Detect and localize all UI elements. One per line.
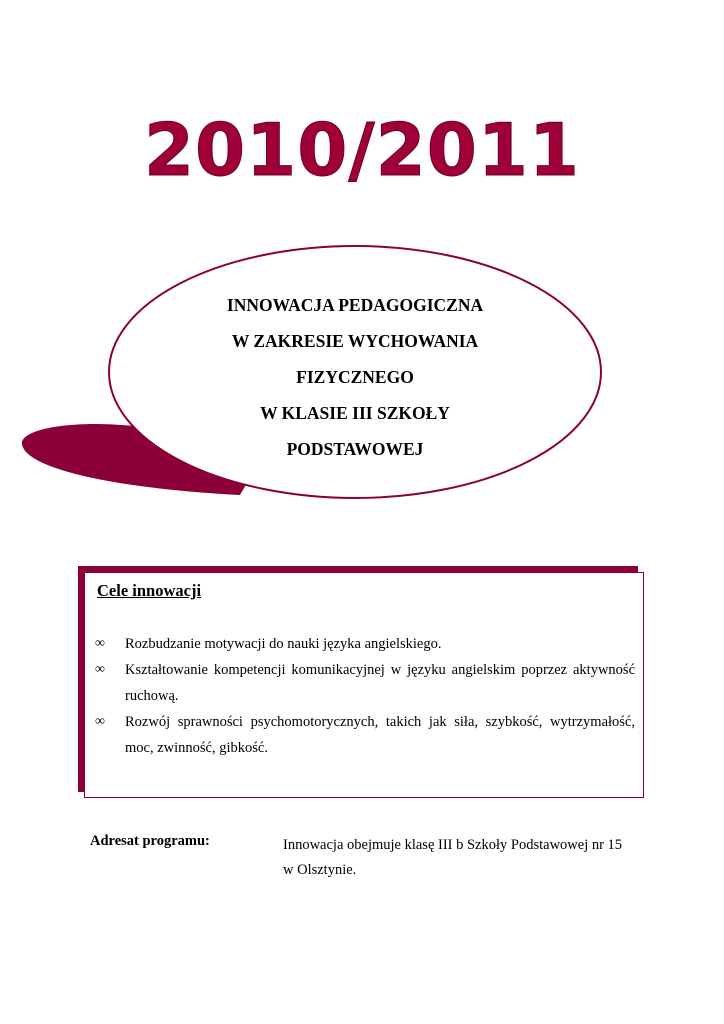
title-line: W KLASIE III SZKOŁY xyxy=(260,403,450,423)
school-year-heading: 2010/2011 xyxy=(143,108,581,192)
addressee-line: Innowacja obejmuje klasę III b Szkoły Podstawowej nr 15 xyxy=(283,837,623,853)
title-line: PODSTAWOWEJ xyxy=(286,439,424,459)
addressee-label: Adresat programu: xyxy=(90,833,210,849)
goal-item xyxy=(95,631,635,657)
title-line: W ZAKRESIE WYCHOWANIA xyxy=(231,331,479,351)
goal-text: Kształtowanie kompetencji komunikacyjnej w języku angielskim poprzez aktywność ruchową. xyxy=(125,662,635,704)
title-line: FIZYCZNEGO xyxy=(296,367,414,387)
innovation-title xyxy=(180,287,530,467)
goal-text: Rozwój sprawności psychomotorycznych, takich jak siła, szybkość, wytrzymałość, moc, zwinność, gibkość. xyxy=(125,714,635,756)
title-line: INNOWACJA PEDAGOGICZNA xyxy=(226,295,484,315)
infinity-bullet-icon: ∞ xyxy=(95,636,105,651)
goal-item xyxy=(95,657,635,709)
goals-heading: Cele innowacji xyxy=(97,581,202,600)
goals-list xyxy=(95,631,635,761)
goal-item xyxy=(95,709,635,761)
addressee-line: w Olsztynie. xyxy=(283,862,357,878)
infinity-bullet-icon: ∞ xyxy=(95,714,105,729)
infinity-bullet-icon: ∞ xyxy=(95,662,105,677)
goal-text: Rozbudzanie motywacji do nauki języka angielskiego. xyxy=(125,636,442,652)
addressee-text xyxy=(283,833,643,883)
goals-box xyxy=(84,572,644,798)
